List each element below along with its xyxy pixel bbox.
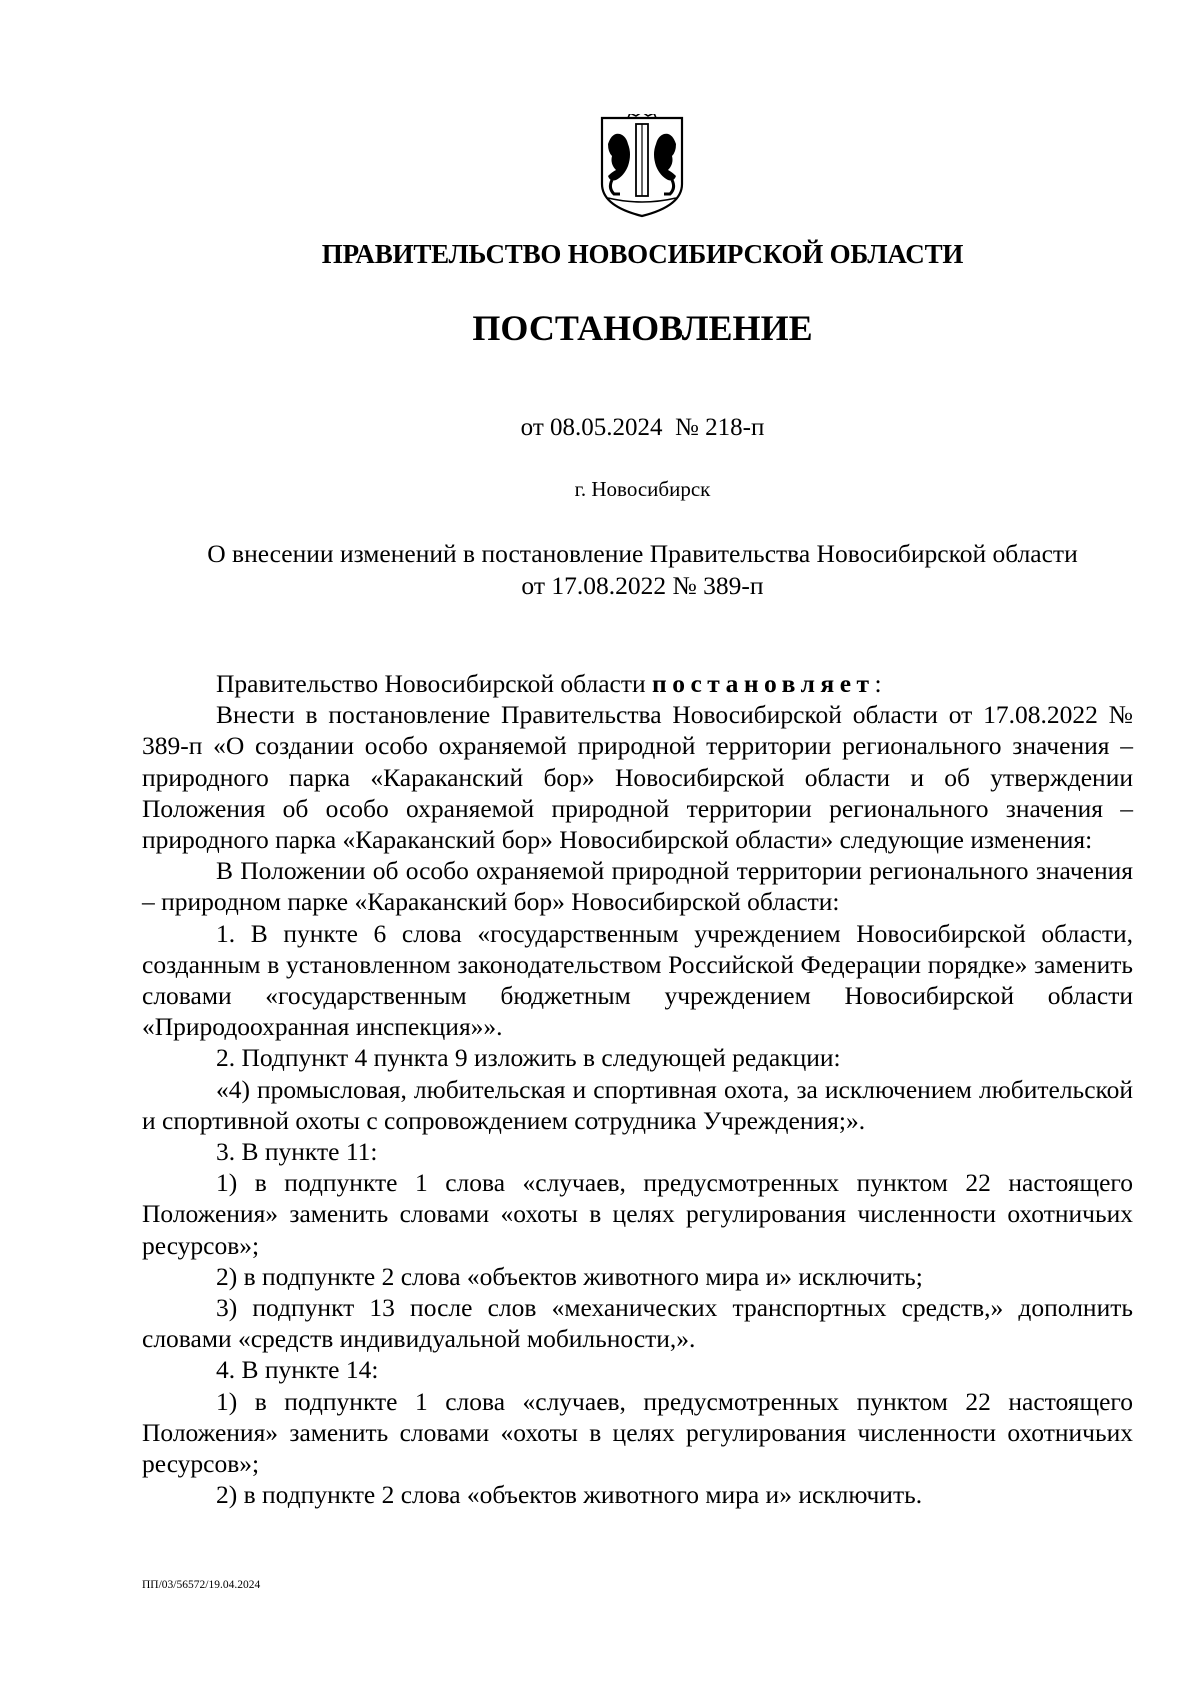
preamble	[142, 668, 1133, 699]
body-paragraph: 1. В пункте 6 слова «государственным учреждением Новосибирской области, созданным в установленном законодательством Российской Федерации порядке» заменить словами «государственным бюджетным учреждением Новосибирской области «Природоохранная инспекция»».	[142, 918, 1133, 1042]
preamble-text: Правительство Новосибирской области	[216, 669, 652, 698]
body-paragraph: 1) в подпункте 1 слова «случаев, предусмотренных пунктом 22 настоящего Положения» заменить словами «охоты в целях регулирования численности охотничьих ресурсов»;	[142, 1386, 1133, 1479]
body-paragraph: 3) подпункт 13 после слов «механических транспортных средств,» дополнить словами «средств индивидуальной мобильности,».	[142, 1293, 1133, 1354]
footer-document-code: ПП/03/56572/19.04.2024	[142, 1579, 261, 1591]
document-city: г. Новосибирск	[574, 477, 711, 501]
body-paragraph: В Положении об особо охраняемой природной территории регионального значения – природном парке «Караканский бор» Новосибирской области:	[142, 856, 1133, 917]
body-paragraph: Внести в постановление Правительства Новосибирской области от 17.08.2022 № 389-п «О создании особо охраняемой природной территории регионального значения – природного парка «Караканский бор» Новосибирской области и об утверждении Положения об особо охраняемой природной территории регионального значения – природного парка «Караканский бор» Новосибирской области» следующие изменения:	[142, 700, 1133, 855]
coat-of-arms-icon	[598, 114, 686, 220]
body-paragraph: 2) в подпункте 2 слова «объектов животного мира и» исключить.	[216, 1480, 923, 1510]
preamble-emphasis: постановляет	[652, 669, 875, 698]
body-paragraph: 1) в подпункте 1 слова «случаев, предусмотренных пунктом 22 настоящего Положения» заменить словами «охоты в целях регулирования численности охотничьих ресурсов»;	[142, 1168, 1133, 1260]
body-paragraph: 2) в подпункте 2 слова «объектов животного мира и» исключить;	[216, 1261, 923, 1291]
body-paragraph: 3. В пункте 11:	[216, 1137, 378, 1167]
document-type: ПОСТАНОВЛЕНИЕ	[472, 308, 813, 348]
document-date-number: от 08.05.2024 № 218-п	[520, 414, 765, 441]
organization-title: ПРАВИТЕЛЬСТВО НОВОСИБИРСКОЙ ОБЛАСТИ	[321, 239, 964, 269]
preamble-end: :	[874, 669, 882, 698]
document-subject: О внесении изменений в постановление Правительства Новосибирской области от 17.08.2022 № 389-п	[207, 539, 1078, 600]
body-paragraph: 2. Подпункт 4 пункта 9 изложить в следующей редакции:	[216, 1043, 841, 1073]
body-paragraph: 4. В пункте 14:	[216, 1355, 379, 1385]
document-body	[142, 668, 1133, 1510]
body-paragraph: «4) промысловая, любительская и спортивная охота, за исключением любительской и спортивной охоты с сопровождением сотрудника Учреждения;».	[142, 1074, 1133, 1135]
